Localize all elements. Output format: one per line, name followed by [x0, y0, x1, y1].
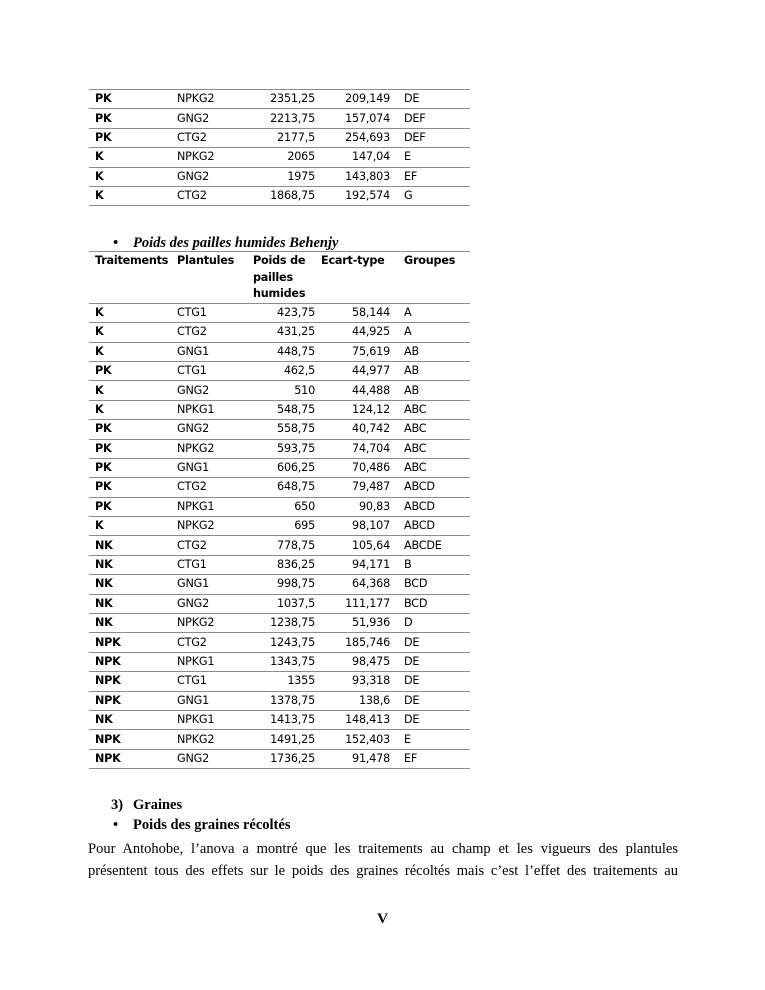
- cell-traitement: NK: [89, 594, 171, 613]
- cell-groupe: ABCD: [390, 517, 470, 536]
- cell-groupe: DE: [390, 652, 470, 671]
- cell-plantule: CTG2: [171, 478, 247, 497]
- cell-ecart-type: 124,12: [315, 400, 390, 419]
- header-poids: [247, 252, 315, 304]
- cell-plantule: NPKG1: [171, 710, 247, 729]
- cell-groupe: E: [390, 730, 470, 749]
- cell-ecart-type: 64,368: [315, 575, 390, 594]
- cell-traitement: NPK: [89, 672, 171, 691]
- cell-poids: 998,75: [247, 575, 315, 594]
- cell-groupe: DEF: [390, 109, 470, 128]
- cell-traitement: NK: [89, 710, 171, 729]
- cell-ecart-type: 44,977: [315, 361, 390, 380]
- cell-traitement: K: [89, 303, 171, 322]
- cell-ecart-type: 185,746: [315, 633, 390, 652]
- cell-ecart-type: 148,413: [315, 710, 390, 729]
- cell-plantule: GNG1: [171, 458, 247, 477]
- table-row: [89, 594, 470, 613]
- cell-traitement: PK: [89, 458, 171, 477]
- cell-plantule: NPKG2: [171, 614, 247, 633]
- cell-poids: 448,75: [247, 342, 315, 361]
- cell-ecart-type: 93,318: [315, 672, 390, 691]
- cell-ecart-type: 91,478: [315, 749, 390, 768]
- paragraph-line: Pour Antohobe, l’anova a montré que les traitements au champ et les vigueurs des plantules: [88, 841, 678, 857]
- header-traitements: Traitements: [89, 252, 171, 304]
- cell-groupe: EF: [390, 167, 470, 186]
- table-row: [89, 342, 470, 361]
- table-row: [89, 710, 470, 729]
- cell-plantule: GNG2: [171, 749, 247, 768]
- paragraph-line: présentent tous des effets sur le poids des graines récoltés mais c’est l’effet des traitements au: [88, 863, 678, 879]
- cell-plantule: CTG1: [171, 672, 247, 691]
- cell-groupe: ABC: [390, 458, 470, 477]
- cell-plantule: CTG1: [171, 555, 247, 574]
- header-poids-line1: Poids de: [253, 254, 306, 267]
- cell-ecart-type: 94,171: [315, 555, 390, 574]
- cell-traitement: K: [89, 167, 171, 186]
- cell-poids: 548,75: [247, 400, 315, 419]
- table-row: [89, 633, 470, 652]
- cell-poids: 2213,75: [247, 109, 315, 128]
- cell-poids: 1378,75: [247, 691, 315, 710]
- cell-plantule: NPKG1: [171, 497, 247, 516]
- header-ecart-type: Ecart-type: [315, 252, 390, 304]
- cell-ecart-type: 40,742: [315, 420, 390, 439]
- table-row: [89, 109, 470, 128]
- cell-ecart-type: 79,487: [315, 478, 390, 497]
- cell-groupe: A: [390, 303, 470, 322]
- body-paragraph: [88, 838, 678, 882]
- cell-plantule: CTG2: [171, 128, 247, 147]
- cell-poids: 510: [247, 381, 315, 400]
- table-poids-pailles-humides: [89, 251, 470, 769]
- cell-traitement: K: [89, 148, 171, 167]
- table-row: [89, 128, 470, 147]
- cell-groupe: EF: [390, 749, 470, 768]
- cell-ecart-type: 209,149: [315, 90, 390, 109]
- cell-poids: 1736,25: [247, 749, 315, 768]
- table-row: [89, 749, 470, 768]
- table-row: [89, 730, 470, 749]
- cell-groupe: ABCD: [390, 497, 470, 516]
- cell-groupe: DE: [390, 633, 470, 652]
- cell-poids: 1975: [247, 167, 315, 186]
- cell-plantule: CTG1: [171, 303, 247, 322]
- cell-ecart-type: 44,488: [315, 381, 390, 400]
- cell-plantule: GNG1: [171, 575, 247, 594]
- header-poids-line3: humides: [253, 287, 306, 301]
- cell-ecart-type: 98,475: [315, 652, 390, 671]
- cell-groupe: AB: [390, 381, 470, 400]
- cell-groupe: DE: [390, 691, 470, 710]
- cell-plantule: NPKG2: [171, 148, 247, 167]
- cell-traitement: PK: [89, 497, 171, 516]
- cell-traitement: PK: [89, 109, 171, 128]
- cell-plantule: NPKG2: [171, 517, 247, 536]
- cell-ecart-type: 138,6: [315, 691, 390, 710]
- cell-traitement: K: [89, 517, 171, 536]
- table-row: [89, 691, 470, 710]
- table-row: [89, 420, 470, 439]
- cell-traitement: NK: [89, 555, 171, 574]
- cell-ecart-type: 254,693: [315, 128, 390, 147]
- cell-groupe: BCD: [390, 575, 470, 594]
- cell-groupe: ABCD: [390, 478, 470, 497]
- cell-plantule: GNG1: [171, 342, 247, 361]
- cell-groupe: ABC: [390, 400, 470, 419]
- cell-ecart-type: 98,107: [315, 517, 390, 536]
- bullet-icon: •: [113, 817, 119, 833]
- cell-poids: 2351,25: [247, 90, 315, 109]
- table-row: [89, 614, 470, 633]
- cell-groupe: BCD: [390, 594, 470, 613]
- table-row: [89, 555, 470, 574]
- cell-traitement: PK: [89, 361, 171, 380]
- cell-ecart-type: 192,574: [315, 186, 390, 205]
- table-row: [89, 652, 470, 671]
- cell-groupe: E: [390, 148, 470, 167]
- cell-ecart-type: 143,803: [315, 167, 390, 186]
- cell-traitement: K: [89, 186, 171, 205]
- table-header-row: [89, 252, 470, 304]
- table-row: [89, 323, 470, 342]
- cell-poids: 1868,75: [247, 186, 315, 205]
- cell-groupe: DE: [390, 710, 470, 729]
- table-row: [89, 458, 470, 477]
- cell-groupe: DE: [390, 672, 470, 691]
- cell-plantule: GNG2: [171, 109, 247, 128]
- cell-ecart-type: 147,04: [315, 148, 390, 167]
- cell-groupe: G: [390, 186, 470, 205]
- cell-poids: 1238,75: [247, 614, 315, 633]
- cell-groupe: DEF: [390, 128, 470, 147]
- cell-plantule: CTG2: [171, 323, 247, 342]
- cell-traitement: K: [89, 323, 171, 342]
- table-body: [89, 303, 470, 768]
- subsection-title: Poids des graines récoltés: [133, 817, 291, 833]
- cell-plantule: CTG2: [171, 186, 247, 205]
- cell-traitement: NPK: [89, 730, 171, 749]
- cell-groupe: ABCDE: [390, 536, 470, 555]
- cell-poids: 1491,25: [247, 730, 315, 749]
- cell-traitement: K: [89, 381, 171, 400]
- cell-traitement: K: [89, 342, 171, 361]
- cell-traitement: NK: [89, 614, 171, 633]
- cell-ecart-type: 111,177: [315, 594, 390, 613]
- cell-groupe: B: [390, 555, 470, 574]
- table-continued-poids: [89, 89, 470, 206]
- cell-plantule: GNG2: [171, 381, 247, 400]
- cell-poids: 1243,75: [247, 633, 315, 652]
- cell-poids: 1343,75: [247, 652, 315, 671]
- table-row: [89, 361, 470, 380]
- table-row: [89, 575, 470, 594]
- cell-traitement: NPK: [89, 652, 171, 671]
- cell-plantule: GNG2: [171, 594, 247, 613]
- cell-traitement: PK: [89, 420, 171, 439]
- cell-poids: 1037,5: [247, 594, 315, 613]
- cell-groupe: A: [390, 323, 470, 342]
- cell-poids: 650: [247, 497, 315, 516]
- cell-groupe: D: [390, 614, 470, 633]
- cell-poids: 836,25: [247, 555, 315, 574]
- cell-traitement: PK: [89, 90, 171, 109]
- cell-plantule: GNG2: [171, 167, 247, 186]
- cell-plantule: CTG1: [171, 361, 247, 380]
- cell-ecart-type: 75,619: [315, 342, 390, 361]
- cell-plantule: NPKG1: [171, 400, 247, 419]
- cell-plantule: GNG2: [171, 420, 247, 439]
- cell-ecart-type: 152,403: [315, 730, 390, 749]
- page-number: V: [377, 911, 388, 927]
- bullet-icon: •: [113, 235, 119, 251]
- table-row: [89, 303, 470, 322]
- cell-poids: 1355: [247, 672, 315, 691]
- cell-ecart-type: 58,144: [315, 303, 390, 322]
- cell-traitement: PK: [89, 478, 171, 497]
- cell-traitement: PK: [89, 439, 171, 458]
- cell-plantule: NPKG2: [171, 439, 247, 458]
- section-number: 3): [111, 797, 124, 813]
- cell-poids: 2065: [247, 148, 315, 167]
- cell-groupe: AB: [390, 342, 470, 361]
- cell-groupe: ABC: [390, 439, 470, 458]
- cell-traitement: NK: [89, 536, 171, 555]
- cell-ecart-type: 105,64: [315, 536, 390, 555]
- cell-poids: 593,75: [247, 439, 315, 458]
- header-plantules: Plantules: [171, 252, 247, 304]
- cell-poids: 648,75: [247, 478, 315, 497]
- section-title: Graines: [133, 797, 183, 813]
- table-row: [89, 439, 470, 458]
- cell-ecart-type: 74,704: [315, 439, 390, 458]
- cell-plantule: NPKG2: [171, 730, 247, 749]
- cell-groupe: DE: [390, 90, 470, 109]
- table-row: [89, 497, 470, 516]
- cell-ecart-type: 44,925: [315, 323, 390, 342]
- table-body: [89, 90, 470, 206]
- cell-groupe: AB: [390, 361, 470, 380]
- cell-poids: 423,75: [247, 303, 315, 322]
- table-row: [89, 186, 470, 205]
- cell-plantule: CTG2: [171, 633, 247, 652]
- header-groupes: Groupes: [390, 252, 470, 304]
- cell-poids: 606,25: [247, 458, 315, 477]
- cell-traitement: K: [89, 400, 171, 419]
- cell-traitement: PK: [89, 128, 171, 147]
- cell-ecart-type: 51,936: [315, 614, 390, 633]
- table-row: [89, 148, 470, 167]
- cell-traitement: NK: [89, 575, 171, 594]
- cell-ecart-type: 70,486: [315, 458, 390, 477]
- table-row: [89, 400, 470, 419]
- cell-plantule: GNG1: [171, 691, 247, 710]
- header-poids-line2: pailles: [253, 270, 293, 284]
- cell-plantule: NPKG1: [171, 652, 247, 671]
- table-row: [89, 381, 470, 400]
- cell-poids: 1413,75: [247, 710, 315, 729]
- cell-poids: 695: [247, 517, 315, 536]
- table-row: [89, 517, 470, 536]
- table-row: [89, 478, 470, 497]
- table-row: [89, 536, 470, 555]
- cell-groupe: ABC: [390, 420, 470, 439]
- cell-ecart-type: 157,074: [315, 109, 390, 128]
- cell-traitement: NPK: [89, 749, 171, 768]
- table-row: [89, 90, 470, 109]
- table-row: [89, 672, 470, 691]
- cell-traitement: NPK: [89, 633, 171, 652]
- cell-poids: 778,75: [247, 536, 315, 555]
- cell-traitement: NPK: [89, 691, 171, 710]
- cell-poids: 558,75: [247, 420, 315, 439]
- section-title: Poids des pailles humides Behenjy: [133, 235, 339, 251]
- table-row: [89, 167, 470, 186]
- cell-ecart-type: 90,83: [315, 497, 390, 516]
- cell-plantule: CTG2: [171, 536, 247, 555]
- cell-poids: 2177,5: [247, 128, 315, 147]
- cell-poids: 462,5: [247, 361, 315, 380]
- cell-plantule: NPKG2: [171, 90, 247, 109]
- cell-poids: 431,25: [247, 323, 315, 342]
